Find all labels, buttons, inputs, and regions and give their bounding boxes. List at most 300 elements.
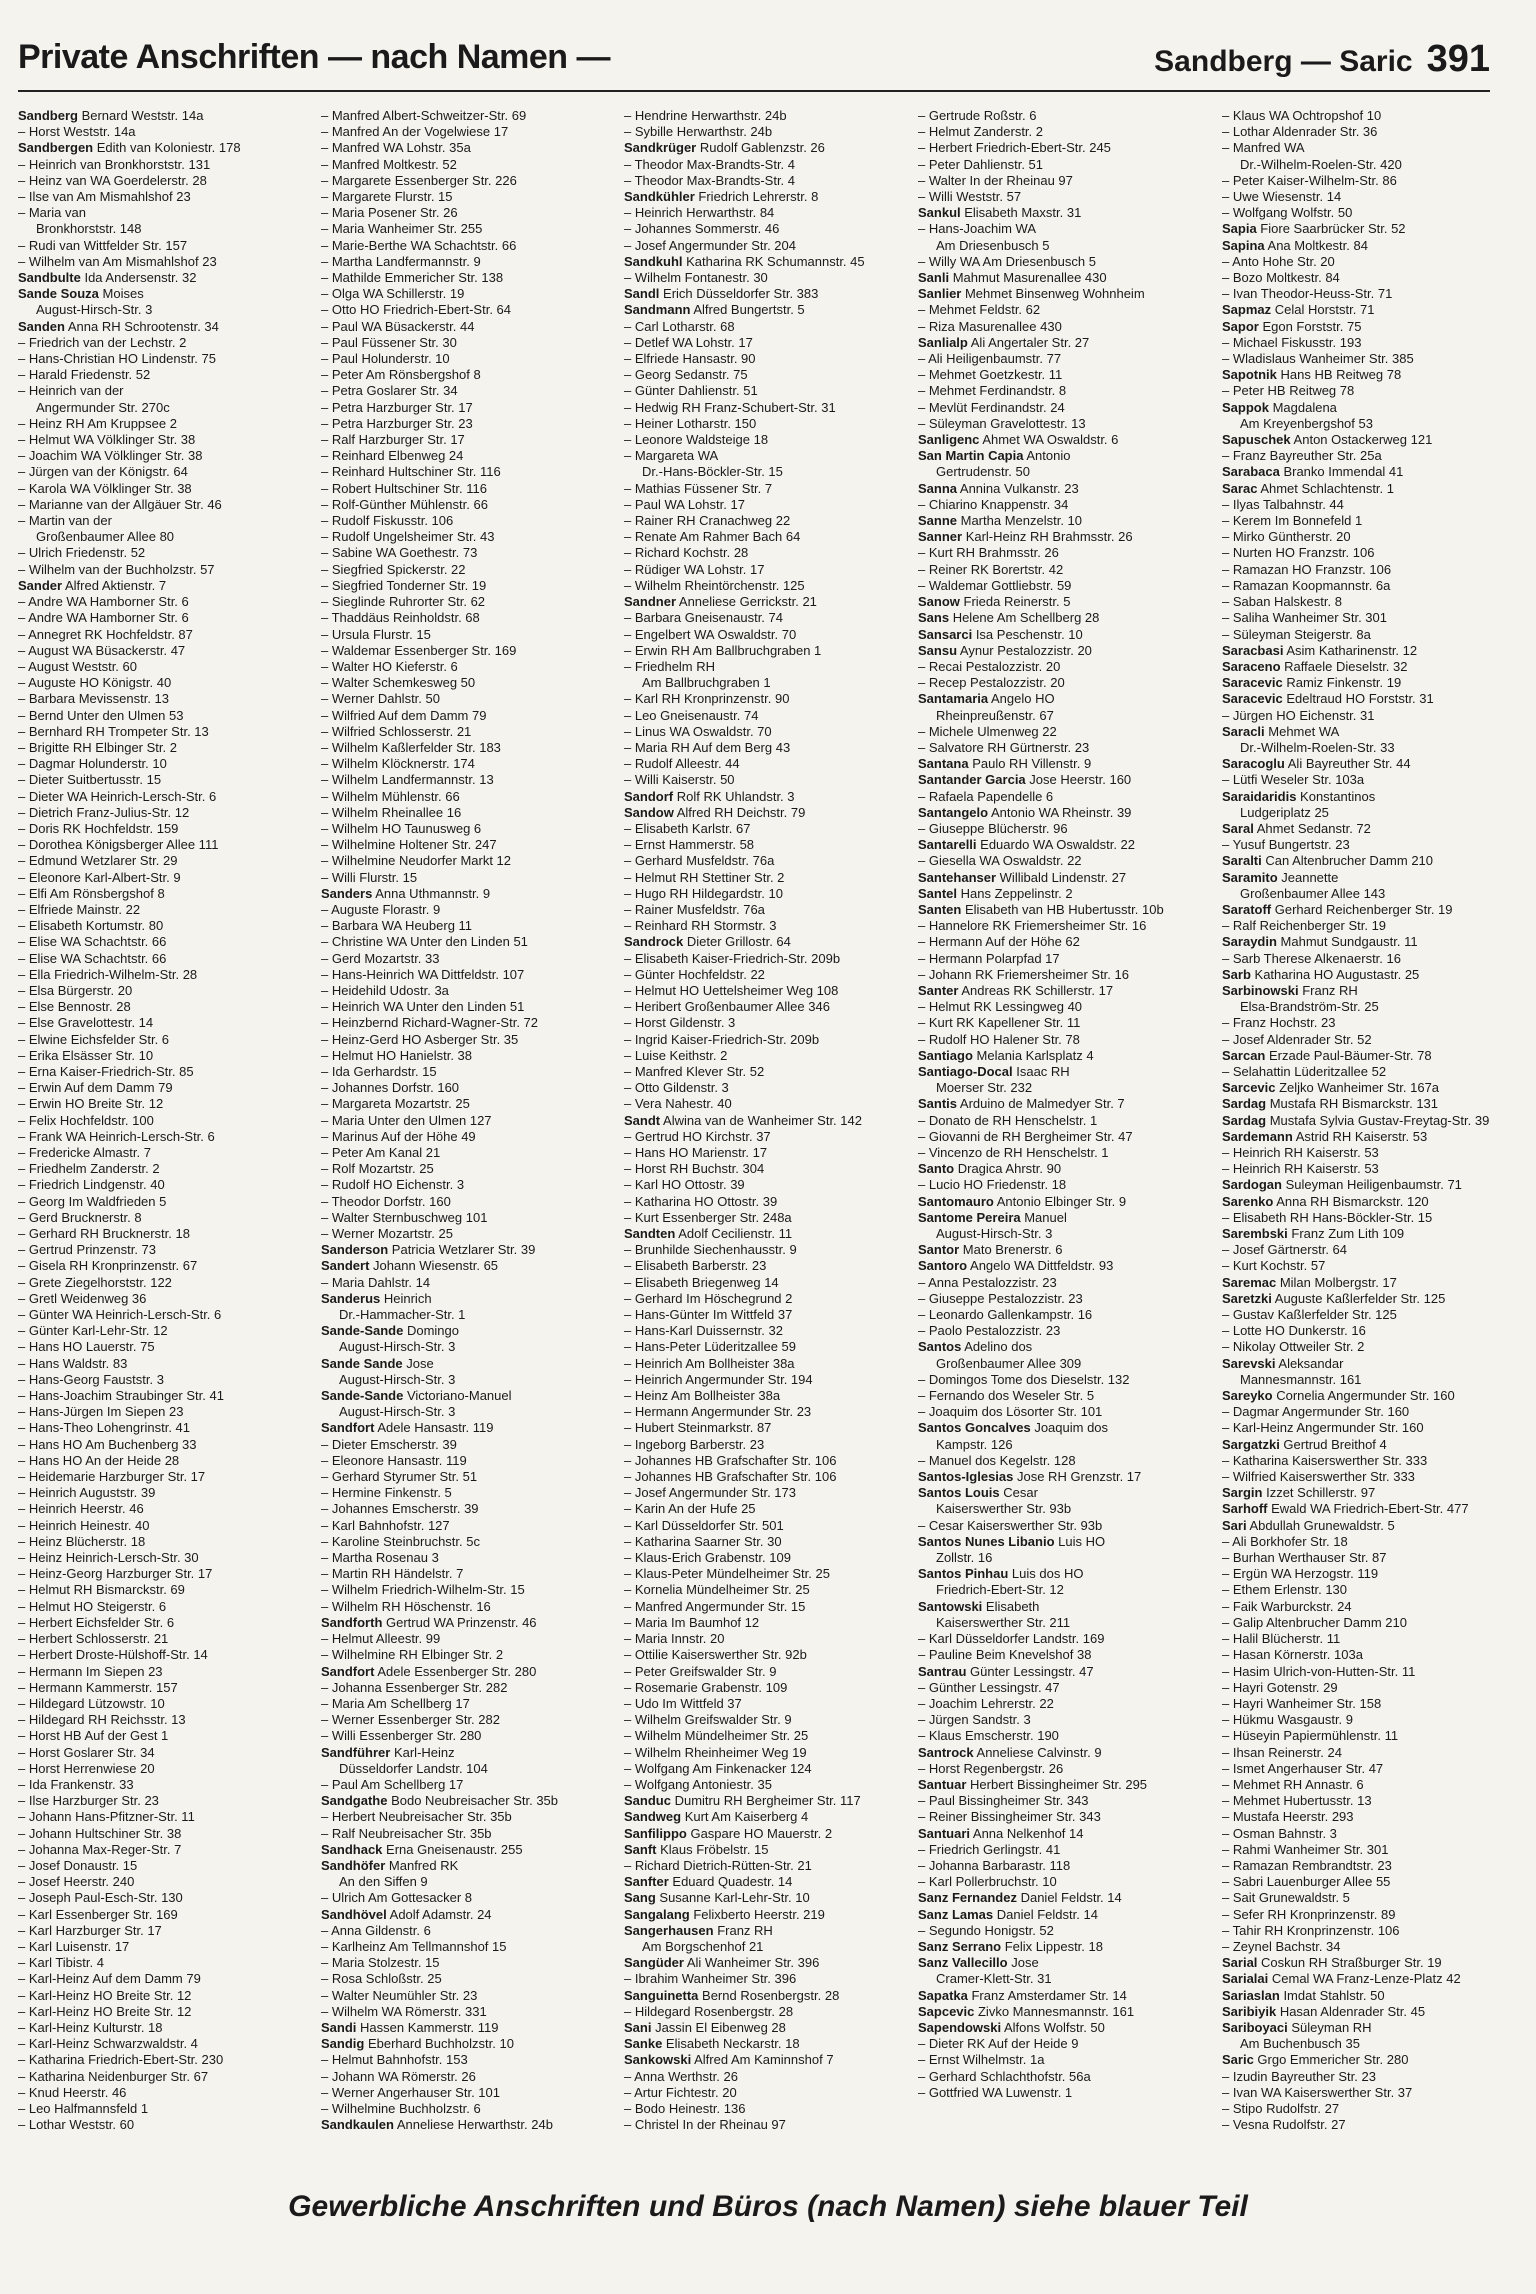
directory-entry: Saraidaridis Konstantinos	[1222, 788, 1376, 804]
directory-entry: – Horst Herrenwiese 20	[18, 1760, 155, 1776]
directory-entry: Sardag Mustafa Sylvia Gustav-Freytag-Str. 39	[1222, 1112, 1490, 1128]
directory-entry: – Werner Mozartstr. 25	[321, 1226, 453, 1242]
directory-entry: – Heidehild Udostr. 3a	[321, 982, 449, 998]
directory-entry: Cramer-Klett-Str. 31	[936, 1971, 1052, 1987]
column-2	[321, 108, 611, 2158]
directory-entry: – Andre WA Hamborner Str. 6	[18, 610, 189, 626]
directory-entry: – Willi Flurstr. 15	[321, 869, 418, 885]
directory-entry: – Rudolf Ungelsheimer Str. 43	[321, 529, 495, 545]
directory-entry: – Horst Gildenstr. 3	[624, 1015, 736, 1031]
directory-entry: – Karl-Heinz Kulturstr. 18	[18, 2019, 163, 2035]
directory-entry: – Domingos Tome dos Dieselstr. 132	[918, 1371, 1130, 1387]
directory-entry: – Sarb Therese Alkenaerstr. 16	[1222, 950, 1401, 966]
directory-entry: – Doris RK Hochfeldstr. 159	[18, 820, 179, 836]
directory-entry: – Manfred Albert-Schweitzer-Str. 69	[321, 108, 527, 123]
directory-entry: – Wilhelm Landfermannstr. 13	[321, 772, 494, 788]
directory-entry: – Johann RK Friemersheimer Str. 16	[918, 966, 1129, 982]
directory-entry: Sanders Anna Uthmannstr. 9	[321, 885, 491, 901]
directory-entry: – Ethem Erlenstr. 130	[1222, 1582, 1348, 1598]
directory-entry: – Dieter Suitbertusstr. 15	[18, 772, 162, 788]
directory-entry: – Rosa Schloßstr. 25	[321, 1971, 442, 1987]
directory-entry: – Zeynel Bachstr. 34	[1222, 1938, 1341, 1954]
directory-entry: – Christine WA Unter den Linden 51	[321, 934, 528, 950]
directory-entry: – Dieter RK Auf der Heide 9	[918, 2036, 1079, 2052]
directory-entry: – Helmut RK Lessingweg 40	[918, 999, 1083, 1015]
directory-entry: – Hildegard RH Reichsstr. 13	[18, 1712, 186, 1728]
directory-entry: – Maria Im Baumhof 12	[624, 1614, 760, 1630]
directory-entry: – Ramazan HO Franzstr. 106	[1222, 561, 1392, 577]
directory-entry: – Elisabeth Kortumstr. 80	[18, 918, 164, 934]
directory-entry: – Ilse Harzburger Str. 23	[18, 1793, 159, 1809]
directory-entry: – Manfred WA Lohstr. 35a	[321, 140, 471, 156]
directory-entry: Sarenko Anna RH Bismarckstr. 120	[1222, 1193, 1429, 1209]
directory-entry: – Heinrich RH Kaiserstr. 53	[1222, 1161, 1379, 1177]
directory-entry: – Osman Bahnstr. 3	[1222, 1825, 1337, 1841]
directory-entry: – Maria Posener Str. 26	[321, 205, 458, 221]
directory-entry: – Rudolf HO Eichenstr. 3	[321, 1177, 465, 1193]
directory-entry: – Vincenzo de RH Henschelstr. 1	[918, 1145, 1109, 1160]
directory-entry: Sandig Eberhard Buchholzstr. 10	[321, 2036, 514, 2052]
directory-entry: Sandkühler Friedrich Lehrerstr. 8	[624, 189, 819, 205]
directory-entry: Saracoglu Ali Bayreuther Str. 44	[1222, 756, 1411, 772]
header-rule	[18, 90, 1490, 92]
directory-entry: Santuar Herbert Bissingheimer Str. 295	[918, 1776, 1148, 1792]
directory-entry: Saracevic Edeltraud HO Forststr. 31	[1222, 691, 1434, 707]
directory-entry: Santer Andreas RK Schillerstr. 17	[918, 982, 1114, 998]
directory-entry: Sapia Fiore Saarbrücker Str. 52	[1222, 221, 1406, 237]
directory-entry: Sarialai Cemal WA Franz-Lenze-Platz 42	[1222, 1971, 1461, 1987]
directory-entry: Am Driesenbusch 5	[936, 237, 1050, 253]
directory-entry: Santangelo Antonio WA Rheinstr. 39	[918, 804, 1132, 820]
directory-entry: – Friedrich Gerlingstr. 41	[918, 1841, 1061, 1857]
directory-entry: – Elisabeth Karlstr. 67	[624, 820, 751, 836]
directory-entry: – Theodor Max-Brandts-Str. 4	[624, 172, 796, 188]
column-3	[624, 108, 914, 2158]
directory-entry: – Joachim Lehrerstr. 22	[918, 1695, 1054, 1711]
directory-entry: Santamaria Angelo HO	[918, 691, 1055, 707]
directory-entry: – Eleonore Hansastr. 119	[321, 1452, 467, 1468]
directory-entry: – Nurten HO Franzstr. 106	[1222, 545, 1375, 561]
directory-entry: – Ralf Neubreisacher Str. 35b	[321, 1825, 492, 1841]
directory-entry: – Hans-Joachim WA	[918, 221, 1036, 237]
directory-entry: Santehanser Willibald Lindenstr. 27	[918, 869, 1127, 885]
directory-entry: – Hildegard Rosenbergstr. 28	[624, 2003, 794, 2019]
directory-entry: – Ralf Reichenberger Str. 19	[1222, 918, 1387, 934]
directory-entry: Sapotnik Hans HB Reitweg 78	[1222, 367, 1402, 383]
range-label: Sandberg — Saric	[1154, 45, 1413, 78]
directory-entry: – Wilhelm Rheintörchenstr. 125	[624, 577, 805, 593]
directory-entry: – Hayri Gotenstr. 29	[1222, 1679, 1338, 1695]
directory-entry: – Manuel dos Kegelstr. 128	[918, 1452, 1076, 1468]
directory-entry: – Elfriede Hansastr. 90	[624, 351, 756, 367]
directory-entry: Sandi Hassen Kammerstr. 119	[321, 2019, 499, 2035]
directory-entry: – Petra Harzburger Str. 23	[321, 415, 473, 431]
directory-entry: Sandführer Karl-Heinz	[321, 1744, 455, 1760]
directory-entry: – Pauline Beim Knevelshof 38	[918, 1647, 1092, 1663]
directory-entry: – Hasim Ulrich-von-Hutten-Str. 11	[1222, 1663, 1416, 1679]
directory-entry: – Sybille Herwarthstr. 24b	[624, 124, 773, 140]
directory-entry: – Peter Greifswalder Str. 9	[624, 1663, 777, 1679]
directory-entry: – Heinz van WA Goerdelerstr. 28	[18, 172, 207, 188]
directory-entry: – Gisela RH Kronprinzenstr. 67	[18, 1258, 198, 1274]
directory-entry: Sandbergen Edith van Koloniestr. 178	[18, 140, 241, 156]
directory-entry: – Karl HO Ottostr. 39	[624, 1177, 745, 1193]
directory-entry: – Heinz-Georg Harzburger Str. 17	[18, 1566, 213, 1582]
directory-entry: Santomauro Antonio Elbinger Str. 9	[918, 1193, 1127, 1209]
directory-entry: – Rafaela Papendelle 6	[918, 788, 1054, 804]
directory-entry: – Halil Blücherstr. 11	[1222, 1631, 1341, 1647]
directory-entry: Sankul Elisabeth Maxstr. 31	[918, 205, 1082, 221]
directory-entry: – Friedrich Lindgenstr. 40	[18, 1177, 165, 1193]
directory-entry: – Heinrich Auguststr. 39	[18, 1485, 156, 1501]
directory-entry: – Giesella WA Oswaldstr. 22	[918, 853, 1082, 869]
directory-entry: August-Hirsch-Str. 3	[339, 1404, 456, 1420]
directory-entry: – Dagmar Angermunder Str. 160	[1222, 1404, 1410, 1420]
directory-entry: – Peter Am Rönsbergshof 8	[321, 367, 481, 383]
directory-entry: Santos Louis Cesar	[918, 1485, 1038, 1501]
directory-entry: – Gertrud Prinzenstr. 73	[18, 1242, 157, 1258]
directory-entry: – Gerhard Styrumer Str. 51	[321, 1469, 478, 1485]
directory-entry: – Mathilde Emmericher Str. 138	[321, 270, 504, 286]
directory-entry: – Süleyman Gravelottestr. 13	[918, 415, 1086, 431]
directory-entry: – Hermine Finkenstr. 5	[321, 1485, 452, 1501]
directory-entry: – Else Bennostr. 28	[18, 999, 131, 1015]
directory-entry: – Erwin Auf dem Damm 79	[18, 1080, 173, 1096]
directory-entry: – Wilhelmine Holtener Str. 247	[321, 837, 497, 853]
directory-entry: Sankowski Alfred Am Kaminnshof 7	[624, 2052, 834, 2068]
directory-entry: Sanderson Patricia Wetzlarer Str. 39	[321, 1242, 536, 1258]
directory-entry: – Ulrich Friedenstr. 52	[18, 545, 146, 561]
directory-entry: – Johannes Dorfstr. 160	[321, 1080, 460, 1096]
directory-entry: – Ursula Flurstr. 15	[321, 626, 431, 642]
directory-entry: – Helmut WA Völklinger Str. 38	[18, 432, 196, 448]
directory-entry: Sandkrüger Rudolf Gablenzstr. 26	[624, 140, 825, 156]
directory-entry: – Reinhard Hultschiner Str. 116	[321, 464, 501, 480]
directory-entry: – Lothar Weststr. 60	[18, 2117, 135, 2133]
directory-entry: – Petra Harzburger Str. 17	[321, 399, 473, 415]
directory-entry: Großenbaumer Allee 309	[936, 1355, 1082, 1371]
directory-entry: – Richard Kochstr. 28	[624, 545, 749, 561]
directory-entry: Sandberg Bernard Weststr. 14a	[18, 108, 204, 123]
directory-entry: – Fredericke Almastr. 7	[18, 1145, 151, 1160]
directory-entry: – Margarete Essenberger Str. 226	[321, 172, 517, 188]
directory-entry: – Hasan Körnerstr. 103a	[1222, 1647, 1363, 1663]
directory-entry: – Hermann Polarpfad 17	[918, 950, 1060, 966]
directory-entry: Santana Paulo RH Villenstr. 9	[918, 756, 1092, 772]
directory-entry: Sanow Frieda Reinerstr. 5	[918, 594, 1071, 610]
directory-entry: – Günter Dahlienstr. 51	[624, 383, 758, 399]
directory-entry: Großenbaumer Allee 80	[36, 529, 175, 545]
directory-entry: August-Hirsch-Str. 3	[36, 302, 153, 318]
directory-entry: – Gerd Mozartstr. 33	[321, 950, 440, 966]
directory-entry: – Wilhelm van der Buchholzstr. 57	[18, 561, 215, 577]
directory-entry: Sandl Erich Düsseldorfer Str. 383	[624, 286, 819, 302]
directory-entry: – Peter Am Kanal 21	[321, 1145, 441, 1160]
directory-entry: Sander Alfred Aktienstr. 7	[18, 577, 167, 593]
directory-entry: – Leonardo Gallenkampstr. 16	[918, 1307, 1093, 1323]
directory-entry: – Josef Heerstr. 240	[18, 1874, 135, 1890]
directory-entry: – Nikolay Ottweiler Str. 2	[1222, 1339, 1365, 1355]
directory-entry: – Barbara Mevissenstr. 13	[18, 691, 170, 707]
directory-entry: Sardag Mustafa RH Bismarckstr. 131	[1222, 1096, 1439, 1112]
directory-entry: – Günter Karl-Lehr-Str. 12	[18, 1323, 168, 1339]
directory-entry: Sande-Sande Domingo	[321, 1323, 459, 1339]
directory-entry: – Wilhelm Mündelheimer Str. 25	[624, 1728, 809, 1744]
directory-entry: – Anna Werthstr. 26	[624, 2068, 738, 2084]
directory-entry: – Hans-Günter Im Wittfeld 37	[624, 1307, 793, 1323]
directory-entry: – Michele Ulmenweg 22	[918, 723, 1057, 739]
directory-entry: – Yusuf Bungertstr. 23	[1222, 837, 1350, 853]
directory-entry: – Franz Hochstr. 23	[1222, 1015, 1336, 1031]
directory-entry: – Johann WA Römerstr. 26	[321, 2068, 476, 2084]
directory-entry: – Johann Hultschiner Str. 38	[18, 1825, 182, 1841]
directory-entry: Saral Ahmet Sedanstr. 72	[1222, 820, 1371, 836]
directory-entry: – Herbert Eichsfelder Str. 6	[18, 1614, 175, 1630]
directory-entry: – Petra Goslarer Str. 34	[321, 383, 458, 399]
directory-entry: – Helmut HO Uettelsheimer Weg 108	[624, 982, 839, 998]
directory-entry: – Walter Schemkesweg 50	[321, 675, 476, 691]
directory-entry: Sapmaz Celal Horststr. 71	[1222, 302, 1375, 318]
directory-entry: – Hüseyin Papiermühlenstr. 11	[1222, 1728, 1399, 1744]
directory-entry: – Maria van	[18, 205, 86, 221]
directory-entry: – Carl Lotharstr. 68	[624, 318, 735, 334]
directory-entry: Sandfort Adele Hansastr. 119	[321, 1420, 494, 1436]
directory-entry: – Wilfried Schlosserstr. 21	[321, 723, 472, 739]
directory-entry: – Leonore Waldsteige 18	[624, 432, 769, 448]
directory-entry: – Gertrud HO Kirchstr. 37	[624, 1128, 771, 1144]
directory-entry: – Wilhelm Friedrich-Wilhelm-Str. 15	[321, 1582, 525, 1598]
directory-entry: Sanz Fernandez Daniel Feldstr. 14	[918, 1890, 1122, 1906]
directory-entry: – Mevlüt Ferdinandstr. 24	[918, 399, 1065, 415]
directory-entry: – Heinz Heinrich-Lersch-Str. 30	[18, 1550, 199, 1566]
directory-entry: Sandhack Erna Gneisenaustr. 255	[321, 1841, 523, 1857]
directory-entry: – Martha Landfermannstr. 9	[321, 253, 481, 269]
directory-entry: – Wilhelm Greifswalder Str. 9	[624, 1712, 792, 1728]
directory-entry: – Annegret RK Hochfeldstr. 87	[18, 626, 193, 642]
directory-entry: – Elisabeth Barberstr. 23	[624, 1258, 767, 1274]
directory-entry: Sang Susanne Karl-Lehr-Str. 10	[624, 1890, 810, 1906]
directory-entry: – Walter HO Kieferstr. 6	[321, 658, 458, 674]
directory-entry: – Theodor Dorfstr. 160	[321, 1193, 451, 1209]
directory-entry: – Katharina Saarner Str. 30	[624, 1533, 782, 1549]
directory-entry: – Josef Gärtnerstr. 64	[1222, 1242, 1348, 1258]
directory-entry: – Manfred Klever Str. 52	[624, 1063, 765, 1079]
directory-entry: – Artur Fichtestr. 20	[624, 2084, 737, 2100]
directory-entry: Großenbaumer Allee 143	[1240, 885, 1386, 901]
directory-entry: – Felix Hochfeldstr. 100	[18, 1112, 154, 1128]
directory-entry: – Johannes HB Grafschafter Str. 106	[624, 1452, 837, 1468]
directory-entry: – Ismet Angerhauser Str. 47	[1222, 1760, 1384, 1776]
directory-entry: Sanz Serrano Felix Lippestr. 18	[918, 1938, 1103, 1954]
directory-entry: – Dagmar Holunderstr. 10	[18, 756, 167, 772]
directory-entry: Sani Jassin El Eibenweg 28	[624, 2019, 786, 2035]
directory-entry: – Sait Grunewaldstr. 5	[1222, 1890, 1350, 1906]
directory-entry: August-Hirsch-Str. 3	[936, 1226, 1053, 1242]
directory-entry: – Paul WA Büsackerstr. 44	[321, 318, 475, 334]
directory-entry: Sanke Elisabeth Neckarstr. 18	[624, 2036, 800, 2052]
directory-entry: Sarbinowski Franz RH	[1222, 982, 1358, 998]
column-5	[1222, 108, 1490, 2158]
directory-entry: Sapatka Franz Amsterdamer Str. 14	[918, 1987, 1127, 2003]
directory-entry: – Lotte HO Dunkerstr. 16	[1222, 1323, 1366, 1339]
directory-entry: – Wilhelm Fontanestr. 30	[624, 270, 768, 286]
directory-entry: – Katharina Neidenburger Str. 67	[18, 2068, 209, 2084]
directory-entry: – August Weststr. 60	[18, 658, 137, 674]
directory-entry: – Kornelia Mündelheimer Str. 25	[624, 1582, 810, 1598]
directory-entry: – Rüdiger WA Lohstr. 17	[624, 561, 765, 577]
directory-entry: – Ralf Harzburger Str. 17	[321, 432, 465, 448]
directory-entry: – Elisabeth RH Hans-Böckler-Str. 15	[1222, 1209, 1433, 1225]
directory-entry: Saramito Jeannette	[1222, 869, 1339, 885]
directory-entry: Sanderus Heinrich	[321, 1290, 432, 1306]
directory-entry: – Hildegard Lützowstr. 10	[18, 1695, 165, 1711]
directory-entry: Sandner Anneliese Gerrickstr. 21	[624, 594, 817, 610]
directory-entry: – Herbert Schlosserstr. 21	[18, 1631, 169, 1647]
directory-entry: – Elisabeth Briegenweg 14	[624, 1274, 779, 1290]
directory-entry: – Kurt RH Brahmsstr. 26	[918, 545, 1059, 561]
directory-entry: – Lütfi Weseler Str. 103a	[1222, 772, 1365, 788]
directory-entry: Ludgeriplatz 25	[1240, 804, 1329, 820]
directory-entry: Kampstr. 126	[936, 1436, 1013, 1452]
directory-entry: – Elwine Eichsfelder Str. 6	[18, 1031, 170, 1047]
directory-entry: – Anna Pestalozzistr. 23	[918, 1274, 1057, 1290]
directory-entry: – Johanna Barbarastr. 118	[918, 1857, 1071, 1873]
directory-entry: – Karl Luisenstr. 17	[18, 1938, 130, 1954]
directory-entry: – Izudin Bayreuther Str. 23	[1222, 2068, 1376, 2084]
directory-entry: Saremac Milan Molbergstr. 17	[1222, 1274, 1397, 1290]
directory-entry: Sanfilippo Gaspare HO Mauerstr. 2	[624, 1825, 833, 1841]
directory-entry: – Uwe Wiesenstr. 14	[1222, 189, 1342, 205]
directory-entry: – Karl Essenberger Str. 169	[18, 1906, 178, 1922]
directory-entry: – Brigitte RH Elbinger Str. 2	[18, 739, 177, 755]
directory-entry: Saratoff Gerhard Reichenberger Str. 19	[1222, 901, 1453, 917]
directory-entry: – Mehmet Ferdinandstr. 8	[918, 383, 1067, 399]
directory-entry: – Erna Kaiser-Friedrich-Str. 85	[18, 1063, 194, 1079]
directory-entry: – Rainer RH Cranachweg 22	[624, 513, 791, 529]
directory-entry: – Olga WA Schillerstr. 19	[321, 286, 465, 302]
directory-entry: Sandgathe Bodo Neubreisacher Str. 35b	[321, 1793, 559, 1809]
directory-entry: – Karl Tibistr. 4	[18, 1955, 104, 1971]
directory-entry: – Kerem Im Bonnefeld 1	[1222, 513, 1363, 529]
directory-entry: – Walter In der Rheinau 97	[918, 172, 1073, 188]
directory-entry: – Sefer RH Kronprinzenstr. 89	[1222, 1906, 1396, 1922]
directory-entry: – Heinrich RH Kaiserstr. 53	[1222, 1145, 1379, 1160]
directory-entry: – Salvatore RH Gürtnerstr. 23	[918, 739, 1090, 755]
directory-entry: – Rainer Musfeldstr. 76a	[624, 901, 765, 917]
directory-entry: Sangerhausen Franz RH	[624, 1922, 773, 1938]
directory-entry: – Joachim WA Völklinger Str. 38	[18, 448, 203, 464]
directory-entry: Santoro Angelo WA Dittfeldstr. 93	[918, 1258, 1114, 1274]
directory-entry: – Dietrich Franz-Julius-Str. 12	[18, 804, 190, 820]
directory-entry: – Manfred Angermunder Str. 15	[624, 1598, 806, 1614]
directory-entry: – Wilfried Auf dem Damm 79	[321, 707, 487, 723]
directory-entry: Elsa-Brandström-Str. 25	[1240, 999, 1379, 1015]
directory-entry: Düsseldorfer Landstr. 104	[339, 1760, 488, 1776]
directory-entry: Santrock Anneliese Calvinstr. 9	[918, 1744, 1102, 1760]
directory-entry: Sanligenc Ahmet WA Oswaldstr. 6	[918, 432, 1119, 448]
directory-entry: – Rahmi Wanheimer Str. 301	[1222, 1841, 1389, 1857]
directory-entry: – Maria Am Schellberg 17	[321, 1695, 470, 1711]
directory-entry: – Erwin HO Breite Str. 12	[18, 1096, 164, 1112]
directory-entry: Rheinpreußenstr. 67	[936, 707, 1054, 723]
directory-entry: Santrau Günter Lessingstr. 47	[918, 1663, 1094, 1679]
directory-entry: – Galip Altenbrucher Damm 210	[1222, 1614, 1407, 1630]
directory-entry: Sarembski Franz Zum Lith 109	[1222, 1226, 1405, 1242]
directory-entry: – Paolo Pestalozzistr. 23	[918, 1323, 1061, 1339]
directory-entry: Friedrich-Ebert-Str. 12	[936, 1582, 1064, 1598]
directory-entry: Sardogan Suleyman Heiligenbaumstr. 71	[1222, 1177, 1462, 1193]
directory-entry: – Georg Im Waldfrieden 5	[18, 1193, 167, 1209]
directory-entry: – Robert Hultschiner Str. 116	[321, 480, 487, 496]
directory-entry: – Andre WA Hamborner Str. 6	[18, 594, 189, 610]
directory-entry: Santiago-Docal Isaac RH	[918, 1063, 1070, 1079]
directory-entry: – Else Gravelottestr. 14	[18, 1015, 154, 1031]
directory-entry: Santome Pereira Manuel	[918, 1209, 1067, 1225]
directory-entry: – Karin An der Hufe 25	[624, 1501, 756, 1517]
directory-entry: – Johanna Max-Reger-Str. 7	[18, 1841, 182, 1857]
directory-entry: Sapor Egon Forststr. 75	[1222, 318, 1362, 334]
directory-entry: Angermunder Str. 270c	[36, 399, 170, 415]
directory-entry: – Ilse van Am Mismahlshof 23	[18, 189, 191, 205]
directory-entry: Sanfter Eduard Quadestr. 14	[624, 1874, 793, 1890]
directory-entry: – Hans-Peter Lüderitzallee 59	[624, 1339, 796, 1355]
directory-entry: – Segundo Honigstr. 52	[918, 1922, 1054, 1938]
directory-entry: – Karl Harzburger Str. 17	[18, 1922, 162, 1938]
name-range	[1154, 38, 1490, 81]
directory-entry: Sande Souza Moises	[18, 286, 144, 302]
directory-entry: Santander Garcia Jose Heerstr. 160	[918, 772, 1132, 788]
directory-entry: – Jürgen HO Eichenstr. 31	[1222, 707, 1375, 723]
directory-entry: – Heinrich WA Unter den Linden 51	[321, 999, 525, 1015]
directory-entry: – Willy WA Am Driesenbusch 5	[918, 253, 1096, 269]
directory-entry: – Johannes Emscherstr. 39	[321, 1501, 479, 1517]
directory-entry: – Harald Friedenstr. 52	[18, 367, 151, 383]
directory-entry: – Günter WA Heinrich-Lersch-Str. 6	[18, 1307, 222, 1323]
directory-entry: – Heinz Am Bollheister 38a	[624, 1388, 781, 1404]
directory-entry: Sapendowski Alfons Wolfstr. 50	[918, 2019, 1105, 2035]
directory-entry: – Vesna Rudolfstr. 27	[1222, 2117, 1346, 2133]
directory-entry: Santel Hans Zeppelinstr. 2	[918, 885, 1073, 901]
directory-entry: – Wilhelm Mühlenstr. 66	[321, 788, 460, 804]
directory-entry: – Heinrich Angermunder Str. 194	[624, 1371, 813, 1387]
directory-entry: Sandkaulen Anneliese Herwarthstr. 24b	[321, 2117, 553, 2133]
directory-entry: – Hans-Theo Lohengrinstr. 41	[18, 1420, 190, 1436]
directory-entry: Sandow Alfred RH Deichstr. 79	[624, 804, 806, 820]
directory-entry: – Helmut RH Stettiner Str. 2	[624, 869, 785, 885]
directory-entry: – Engelbert WA Oswaldstr. 70	[624, 626, 797, 642]
directory-entry: Sarac Ahmet Schlachtenstr. 1	[1222, 480, 1394, 496]
directory-entry: Sandforth Gertrud WA Prinzenstr. 46	[321, 1614, 537, 1630]
directory-entry: – Gerd Brucknerstr. 8	[18, 1209, 142, 1225]
directory-entry: – Johann Hans-Pfitzner-Str. 11	[18, 1809, 195, 1825]
directory-entry: – Karl-Heinz HO Breite Str. 12	[18, 2003, 192, 2019]
directory-entry: – Wilhelm RH Höschenstr. 16	[321, 1598, 491, 1614]
directory-entry: – Heinrich Heinestr. 40	[18, 1517, 150, 1533]
directory-entry: – Bernd Unter den Ulmen 53	[18, 707, 184, 723]
directory-entry: – Martha Rosenau 3	[321, 1550, 439, 1566]
directory-entry: Moerser Str. 232	[936, 1080, 1033, 1096]
directory-entry: Am Buchenbusch 35	[1240, 2036, 1360, 2052]
directory-entry: – Paul Bissingheimer Str. 343	[918, 1793, 1089, 1809]
directory-entry: – Klaus-Peter Mündelheimer Str. 25	[624, 1566, 830, 1582]
directory-entry: – Paul WA Lohstr. 17	[624, 496, 745, 512]
directory-entry: – Barbara WA Heuberg 11	[321, 918, 473, 934]
footer-note: Gewerbliche Anschriften und Büros (nach Namen) siehe blauer Teil	[288, 2190, 1248, 2223]
directory-entry: – Theodor Max-Brandts-Str. 4	[624, 156, 796, 172]
directory-entry: – Horst Regenbergstr. 26	[918, 1760, 1064, 1776]
directory-entry: – Herbert Droste-Hülshoff-Str. 14	[18, 1647, 208, 1663]
page-number: 391	[1426, 38, 1490, 80]
